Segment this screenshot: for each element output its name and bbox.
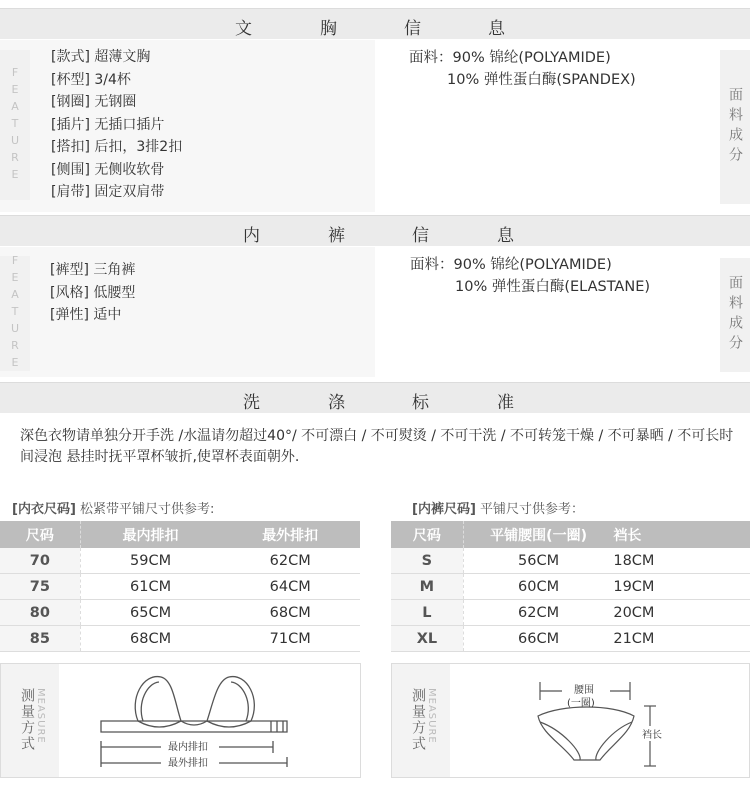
bra-size-header-outer: 最外排扣 [220, 521, 360, 548]
bra-outer-cell: 62CM [220, 548, 360, 574]
panty-size-caption-text: 平铺尺寸供参考： [475, 502, 585, 517]
bra-size-table [0, 521, 360, 652]
bra-inner-cell: 61CM [80, 574, 220, 600]
bra-info-header [0, 8, 750, 39]
panty-header-char-1: 内 [243, 226, 260, 246]
wash-standard-header [0, 382, 750, 413]
bra-header-char-1: 文 [235, 19, 252, 39]
bra-outer-measure-label: 最外排扣 [168, 758, 208, 769]
bra-fabric-label: 面料成分 [720, 50, 750, 204]
bra-measure-box [0, 663, 361, 778]
panty-fabric-line-2: 10% 弹性蛋白酶(ELASTANE) [455, 279, 651, 295]
table-row [0, 548, 360, 574]
bra-inner-cell: 68CM [80, 626, 220, 652]
bra-inner-cell: 65CM [80, 600, 220, 626]
panty-fabric-line-1: 面料：90% 锦纶(POLYAMIDE) [410, 257, 612, 273]
bra-header-char-3: 信 [404, 19, 421, 39]
panty-waist-label-1: 腰围 [574, 685, 594, 696]
bra-size-caption-text: 松紧带平铺尺寸供参考: [75, 502, 215, 517]
table-row [0, 600, 360, 626]
panty-crotch-cell: 19CM [613, 574, 670, 600]
panty-fabric-label: 面料成分 [720, 258, 750, 372]
panty-size-table [391, 521, 750, 652]
wash-header-char-1: 洗 [243, 393, 260, 413]
panty-size-cell: S [391, 548, 463, 574]
bra-measure-en-label: MEASURE [35, 688, 46, 744]
panty-waist-cell: 66CM [463, 626, 613, 652]
table-row [0, 574, 360, 600]
panty-waist-cell: 62CM [463, 600, 613, 626]
panty-feature-label: FEATURE [0, 256, 30, 371]
bra-measure-zh-label: 测量方式 [19, 688, 35, 752]
wash-header-char-4: 准 [497, 393, 514, 413]
table-row [391, 626, 750, 652]
panty-header-char-3: 信 [412, 226, 429, 246]
panty-size-header-waist: 平铺腰围(一圈) [463, 521, 613, 548]
bra-attribute-list [51, 46, 182, 204]
table-row [391, 600, 750, 626]
bra-size-caption [12, 498, 214, 517]
bra-inner-cell: 59CM [80, 548, 220, 574]
bra-attr-strap: [肩带] 固定双肩带 [51, 184, 165, 200]
bra-size-cell: 85 [0, 626, 80, 652]
bra-size-header-inner: 最内排扣 [80, 521, 220, 548]
panty-size-cell: M [391, 574, 463, 600]
bra-attr-style: [款式] 超薄文胸 [51, 49, 151, 65]
bra-size-cell: 70 [0, 548, 80, 574]
panty-crotch-cell: 20CM [613, 600, 670, 626]
bra-outer-cell: 64CM [220, 574, 360, 600]
bra-attr-wire: [钢圈] 无钢圈 [51, 94, 137, 110]
panty-spacer-cell [670, 600, 750, 626]
panty-header-char-2: 裤 [328, 226, 345, 246]
panty-size-caption [412, 498, 584, 517]
table-row [391, 548, 750, 574]
bra-fabric-line-2: 10% 弹性蛋白酶(SPANDEX) [447, 72, 636, 88]
bra-header-char-2: 胸 [320, 19, 337, 39]
bra-size-cell: 75 [0, 574, 80, 600]
panty-size-caption-tag: [内裤尺码] [412, 502, 476, 517]
bra-fabric-line-1: 面料：90% 锦纶(POLYAMIDE) [409, 50, 611, 66]
panty-attr-rise: [风格] 低腰型 [50, 284, 136, 301]
bra-header-char-4: 息 [488, 19, 505, 39]
bra-feature-label: FEATURE [0, 50, 30, 200]
panty-size-cell: XL [391, 626, 463, 652]
panty-waist-label-2: (一圈) [567, 698, 595, 709]
bra-inner-measure-label: 最内排扣 [168, 742, 208, 753]
panty-crotch-cell: 21CM [613, 626, 670, 652]
panty-spacer-cell [670, 574, 750, 600]
panty-attribute-list [50, 259, 135, 327]
panty-header-char-4: 息 [497, 226, 514, 246]
panty-size-header-spacer [670, 521, 750, 548]
panty-info-header [0, 215, 750, 246]
panty-measure-zh-label: 测量方式 [410, 688, 426, 752]
panty-waist-cell: 56CM [463, 548, 613, 574]
panty-size-header-crotch: 裆长 [613, 521, 670, 548]
table-row [0, 626, 360, 652]
panty-measure-en-label: MEASURE [426, 688, 437, 744]
panty-diagram-icon [522, 674, 672, 774]
panty-size-cell: L [391, 600, 463, 626]
wash-header-char-2: 涤 [328, 393, 345, 413]
wash-header-char-3: 标 [412, 393, 429, 413]
bra-outer-cell: 68CM [220, 600, 360, 626]
bra-attr-cup: [杯型] 3/4杯 [51, 71, 131, 88]
bra-size-caption-tag: [内衣尺码] [12, 502, 76, 517]
bra-attr-clasp: [搭扣] 后扣，3排2扣 [51, 139, 183, 155]
bra-outer-cell: 71CM [220, 626, 360, 652]
panty-crotch-cell: 18CM [613, 548, 670, 574]
panty-size-header-size: 尺码 [391, 521, 463, 548]
bra-attr-side: [侧围] 无侧收软骨 [51, 161, 165, 178]
panty-measure-box [391, 663, 750, 778]
panty-waist-cell: 60CM [463, 574, 613, 600]
bra-size-cell: 80 [0, 600, 80, 626]
panty-spacer-cell [670, 626, 750, 652]
wash-instructions: 深色衣物请单独分开手洗 /水温请勿超过40°/ 不可漂白 / 不可熨烫 / 不可干洗 / 不可转笼干燥 / 不可暴晒 / 不可长时间浸泡 悬挂时抚平罩杯皱折,使罩杯表面朝外. [20, 428, 734, 465]
bra-attr-insert: [插片] 无插口插片 [51, 116, 165, 133]
table-row [391, 574, 750, 600]
panty-spacer-cell [670, 548, 750, 574]
bra-size-header-size: 尺码 [0, 521, 80, 548]
panty-crotch-label: 裆长 [642, 726, 662, 741]
panty-attr-stretch: [弹性] 适中 [50, 307, 122, 323]
panty-attr-type: [裤型] 三角裤 [50, 262, 136, 278]
